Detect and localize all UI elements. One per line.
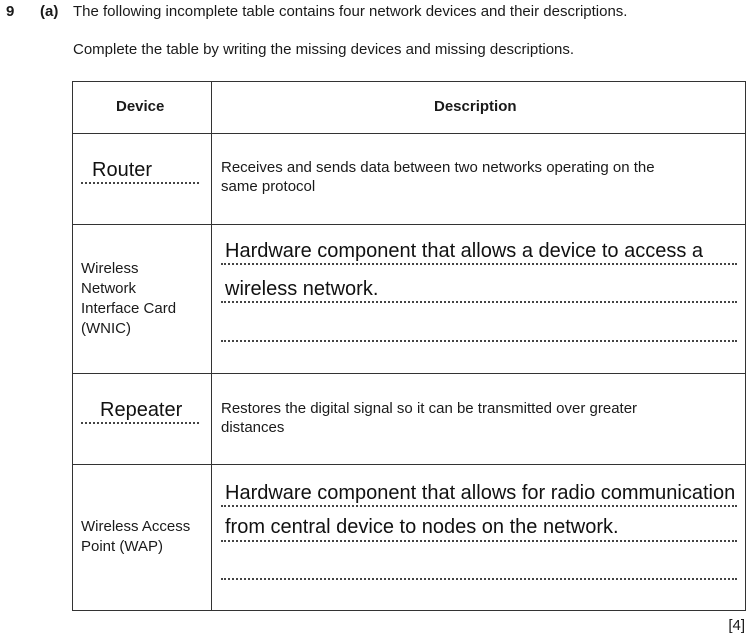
header-description: Description	[434, 98, 517, 115]
answer-line	[221, 578, 737, 580]
device-answer-router: Router	[92, 159, 153, 181]
row-divider	[73, 373, 745, 374]
description-answer-wap-1: Hardware component that allows for radio communication	[225, 482, 736, 504]
row-divider	[73, 133, 745, 134]
description-answer-wnic-1: Hardware component that allows a device to access a	[225, 240, 704, 262]
device-answer-repeater: Repeater	[100, 399, 183, 421]
question-number: 9	[6, 3, 15, 20]
answer-line	[221, 540, 737, 542]
answer-line	[221, 505, 737, 507]
answer-line	[81, 422, 199, 424]
answer-line	[221, 263, 737, 265]
question-instruction: Complete the table by writing the missing devices and missing descriptions.	[73, 41, 575, 58]
row-divider	[73, 464, 745, 465]
column-divider	[211, 82, 212, 610]
header-device: Device	[116, 98, 165, 115]
question-intro: The following incomplete table contains four network devices and their descriptions.	[73, 3, 628, 20]
description-answer-wnic-2: wireless network.	[225, 278, 379, 300]
marks-allocation: [4]	[728, 617, 745, 634]
question-part: (a)	[40, 3, 59, 20]
device-table	[72, 81, 746, 611]
device-wnic: Wireless Network Interface Card (WNIC)	[81, 260, 177, 337]
description-repeater: Restores the digital signal so it can be transmitted over greater distances	[221, 400, 638, 436]
answer-line	[221, 340, 737, 342]
row-divider	[73, 224, 745, 225]
answer-line	[221, 301, 737, 303]
answer-line	[81, 182, 199, 184]
description-router: Receives and sends data between two networks operating on the same protocol	[221, 159, 655, 195]
description-answer-wap-2: from central device to nodes on the network.	[225, 516, 619, 538]
device-wap: Wireless Access Point (WAP)	[81, 518, 191, 555]
